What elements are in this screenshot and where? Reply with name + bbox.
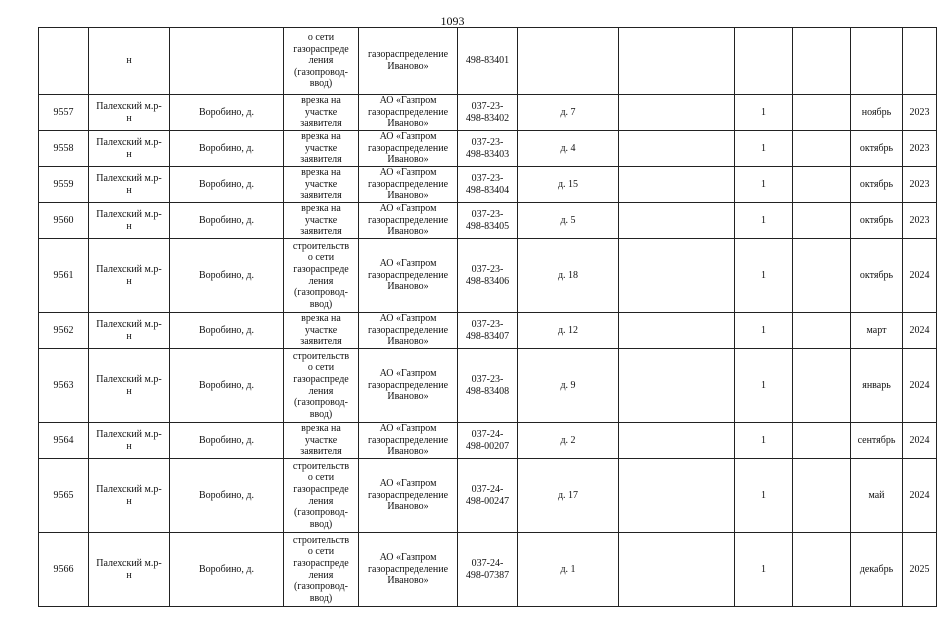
cell-locality: Воробино, д.: [170, 131, 284, 167]
cell-reserved: [793, 423, 851, 459]
table-row: [39, 95, 937, 131]
cell-reserved: [793, 239, 851, 313]
cell-number: 037-23- 498-83407: [458, 313, 518, 349]
cell-reserved: [793, 28, 851, 95]
cell-extra: [619, 533, 735, 607]
table-row: [39, 131, 937, 167]
cell-count: 1: [735, 313, 793, 349]
cell-district: Палехский м.р- н: [89, 239, 170, 313]
cell-work-type: врезка на участке заявителя: [284, 95, 359, 131]
cell-month: декабрь: [851, 533, 903, 607]
cell-address: д. 12: [518, 313, 619, 349]
cell-locality: Воробино, д.: [170, 95, 284, 131]
cell-month: сентябрь: [851, 423, 903, 459]
cell-month: [851, 28, 903, 95]
table-row: [39, 459, 937, 533]
cell-locality: Воробино, д.: [170, 533, 284, 607]
cell-work-type: строительств о сети газораспреде ления (газопровод- ввод): [284, 533, 359, 607]
cell-id: 9561: [39, 239, 89, 313]
cell-id: 9560: [39, 203, 89, 239]
cell-year: 2023: [903, 131, 937, 167]
registry-table: [38, 27, 937, 607]
cell-district: н: [89, 28, 170, 95]
table-row: [39, 533, 937, 607]
cell-month: январь: [851, 349, 903, 423]
cell-count: 1: [735, 167, 793, 203]
cell-year: 2024: [903, 239, 937, 313]
cell-count: 1: [735, 459, 793, 533]
cell-reserved: [793, 459, 851, 533]
cell-reserved: [793, 203, 851, 239]
cell-work-type: строительств о сети газораспреде ления (газопровод- ввод): [284, 239, 359, 313]
cell-extra: [619, 313, 735, 349]
cell-work-type: врезка на участке заявителя: [284, 203, 359, 239]
cell-locality: Воробино, д.: [170, 313, 284, 349]
cell-reserved: [793, 349, 851, 423]
table-row: [39, 239, 937, 313]
cell-organization: АО «Газпром газораспределение Иваново»: [359, 239, 458, 313]
cell-organization: газораспределение Иваново»: [359, 28, 458, 95]
cell-number: 037-23- 498-83405: [458, 203, 518, 239]
cell-id: 9566: [39, 533, 89, 607]
cell-year: 2023: [903, 203, 937, 239]
cell-extra: [619, 203, 735, 239]
cell-id: 9564: [39, 423, 89, 459]
cell-locality: [170, 28, 284, 95]
table-row: [39, 423, 937, 459]
cell-district: Палехский м.р- н: [89, 349, 170, 423]
cell-locality: Воробино, д.: [170, 239, 284, 313]
cell-year: 2023: [903, 95, 937, 131]
cell-month: май: [851, 459, 903, 533]
page-number: 1093: [440, 14, 465, 28]
cell-work-type: строительств о сети газораспреде ления (газопровод- ввод): [284, 349, 359, 423]
cell-id: 9565: [39, 459, 89, 533]
cell-locality: Воробино, д.: [170, 349, 284, 423]
cell-count: 1: [735, 131, 793, 167]
cell-organization: АО «Газпром газораспределение Иваново»: [359, 459, 458, 533]
cell-organization: АО «Газпром газораспределение Иваново»: [359, 131, 458, 167]
cell-reserved: [793, 313, 851, 349]
cell-address: д. 17: [518, 459, 619, 533]
table-row: [39, 349, 937, 423]
cell-organization: АО «Газпром газораспределение Иваново»: [359, 349, 458, 423]
cell-id: 9557: [39, 95, 89, 131]
cell-number: 037-23- 498-83406: [458, 239, 518, 313]
table-row: [39, 203, 937, 239]
cell-id: 9562: [39, 313, 89, 349]
cell-address: [518, 28, 619, 95]
cell-extra: [619, 131, 735, 167]
cell-year: 2024: [903, 349, 937, 423]
cell-district: Палехский м.р- н: [89, 423, 170, 459]
cell-organization: АО «Газпром газораспределение Иваново»: [359, 313, 458, 349]
cell-district: Палехский м.р- н: [89, 533, 170, 607]
cell-address: д. 4: [518, 131, 619, 167]
cell-locality: Воробино, д.: [170, 167, 284, 203]
cell-district: Палехский м.р- н: [89, 95, 170, 131]
cell-extra: [619, 423, 735, 459]
cell-month: октябрь: [851, 167, 903, 203]
cell-locality: Воробино, д.: [170, 459, 284, 533]
cell-district: Палехский м.р- н: [89, 203, 170, 239]
cell-id: 9559: [39, 167, 89, 203]
cell-id: [39, 28, 89, 95]
cell-work-type: о сети газораспреде ления (газопровод- ввод): [284, 28, 359, 95]
cell-district: Палехский м.р- н: [89, 167, 170, 203]
cell-month: октябрь: [851, 239, 903, 313]
cell-number: 037-23- 498-83408: [458, 349, 518, 423]
cell-count: 1: [735, 95, 793, 131]
table-row-continuation: [39, 28, 937, 95]
cell-number: 037-23- 498-83403: [458, 131, 518, 167]
cell-address: д. 2: [518, 423, 619, 459]
cell-month: ноябрь: [851, 95, 903, 131]
cell-work-type: врезка на участке заявителя: [284, 131, 359, 167]
cell-count: 1: [735, 239, 793, 313]
cell-organization: АО «Газпром газораспределение Иваново»: [359, 533, 458, 607]
cell-number: 037-24- 498-00207: [458, 423, 518, 459]
cell-count: [735, 28, 793, 95]
cell-month: октябрь: [851, 203, 903, 239]
cell-reserved: [793, 533, 851, 607]
cell-number: 037-24- 498-07387: [458, 533, 518, 607]
cell-reserved: [793, 167, 851, 203]
cell-district: Палехский м.р- н: [89, 459, 170, 533]
table-row: [39, 167, 937, 203]
cell-count: 1: [735, 533, 793, 607]
cell-count: 1: [735, 203, 793, 239]
cell-year: 2024: [903, 423, 937, 459]
cell-extra: [619, 28, 735, 95]
cell-extra: [619, 459, 735, 533]
cell-address: д. 1: [518, 533, 619, 607]
cell-work-type: врезка на участке заявителя: [284, 313, 359, 349]
cell-address: д. 7: [518, 95, 619, 131]
cell-locality: Воробино, д.: [170, 423, 284, 459]
cell-organization: АО «Газпром газораспределение Иваново»: [359, 203, 458, 239]
cell-id: 9563: [39, 349, 89, 423]
cell-address: д. 9: [518, 349, 619, 423]
cell-organization: АО «Газпром газораспределение Иваново»: [359, 167, 458, 203]
cell-number: 037-23- 498-83404: [458, 167, 518, 203]
cell-year: 2025: [903, 533, 937, 607]
cell-work-type: врезка на участке заявителя: [284, 167, 359, 203]
cell-address: д. 5: [518, 203, 619, 239]
cell-organization: АО «Газпром газораспределение Иваново»: [359, 423, 458, 459]
cell-work-type: врезка на участке заявителя: [284, 423, 359, 459]
cell-address: д. 18: [518, 239, 619, 313]
cell-reserved: [793, 131, 851, 167]
cell-address: д. 15: [518, 167, 619, 203]
cell-reserved: [793, 95, 851, 131]
cell-count: 1: [735, 349, 793, 423]
cell-locality: Воробино, д.: [170, 203, 284, 239]
cell-district: Палехский м.р- н: [89, 313, 170, 349]
cell-number: 037-24- 498-00247: [458, 459, 518, 533]
cell-year: 2024: [903, 313, 937, 349]
cell-count: 1: [735, 423, 793, 459]
cell-month: март: [851, 313, 903, 349]
cell-year: [903, 28, 937, 95]
cell-extra: [619, 239, 735, 313]
table-row: [39, 313, 937, 349]
cell-organization: АО «Газпром газораспределение Иваново»: [359, 95, 458, 131]
cell-number: 037-23- 498-83402: [458, 95, 518, 131]
cell-extra: [619, 95, 735, 131]
cell-number: 498-83401: [458, 28, 518, 95]
cell-extra: [619, 349, 735, 423]
cell-year: 2023: [903, 167, 937, 203]
cell-district: Палехский м.р- н: [89, 131, 170, 167]
cell-work-type: строительств о сети газораспреде ления (газопровод- ввод): [284, 459, 359, 533]
cell-id: 9558: [39, 131, 89, 167]
cell-year: 2024: [903, 459, 937, 533]
cell-month: октябрь: [851, 131, 903, 167]
cell-extra: [619, 167, 735, 203]
